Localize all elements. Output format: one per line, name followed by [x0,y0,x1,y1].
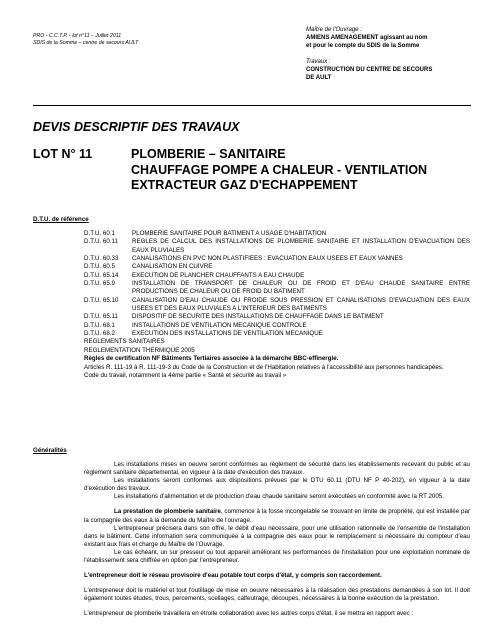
dtu-item [84,263,470,271]
doc-ref-line2: SDIS de la Somme – centre de secours AULT [33,40,139,46]
document-title: DEVIS DESCRIPTIF DES TRAVAUX [33,120,240,134]
works-line1: CONSTRUCTION DU CENTRE DE SECOURS [306,67,433,73]
dtu-code: D.T.U. 65.11 [84,313,118,321]
labour-code: Code du travail, notamment la 4ème partie « Santé et sécurité au travail » [84,371,287,379]
project-info [306,26,471,82]
dtu-item [84,238,470,255]
dtu-list [84,230,470,380]
plumbing-lead: La prestation de plomberie sanitaire [114,508,221,516]
plumbing-rest: , commence à la fosse incongelable se trouvant en limite de propriété, qui est installée par la compagnie des eaux à la demande du Maître de l'ouvrage. [84,508,471,524]
lot-title-line2: CHAUFFAGE POMPE A CHALEUR - VENTILATION [131,162,428,177]
dtu-item [84,330,470,338]
dtu-code: D.T.U. 60.11 [84,238,118,246]
document-reference [33,33,138,47]
general-paragraph: L'entrepreneur doit le matériel et tout l'outillage de mise en oeuvre nécessaires à la réalisation des prestations demandées à son lot. Il doit également toutes études, trous, percements, scellages, calfeutrage, découpes, nécessaires à la bonne exécution de la prestation. [84,587,470,603]
dtu-item [84,297,470,314]
dtu-code: D.T.U. 60.33 [84,255,119,263]
dtu-text: EXECUTION DES INSTALLATIONS DE VENTILATION MECANIQUE [132,330,323,338]
dtu-item [84,230,470,238]
nf-certification-rules: Règles de certification NF Bâtiments Tertiaires associée à la démarche BBC-effinergie. [84,355,339,363]
dtu-code: D.T.U. 60.1 [84,230,115,237]
header-divider [33,105,471,106]
dtu-item [84,272,470,280]
general-paragraph: Les installations mises en oeuvre seront conformes au règlement de sécurité dans les établissements recevant du public et au règlement sanitaire départemental, en vigueur à la date d'exécution des travaux. [84,461,470,477]
dtu-text: EXECUTION DE PLANCHER CHAUFFANTS A EAU CHAUDE [132,271,305,279]
dtu-code: D.T.U. 60.5 [84,263,115,271]
lot-title [131,147,427,194]
general-paragraph: Les installations seront conformes aux dispositions prévues par le DTU 60.11 (DTU NF P 40-202), en vigueur à la date d'exécution des travaux. [84,477,470,493]
dtu-text: DISPOSITIF DE SECURITE DES INSTALLATIONS DE CHAUFFAGE DANS LE BATIMENT [132,313,384,321]
dtu-item [84,322,470,330]
accessibility-articles: Articles R. 111-19 à R. 111-19-3 du Code de la Construction et de l'Habitation relatives à l'accessibilité aux personnes handicapées. [84,363,444,371]
lot-title-line1: PLOMBERIE – SANITAIRE [131,147,286,161]
dtu-code: D.T.U. 68.1 [84,321,115,329]
dtu-item [84,255,470,263]
dtu-text: CANALISATION D'EAU CHAUDE OU FROIDE SOUS PRESSION ET CANALISATIONS D'EVACUATION DES EAUX USEES ET DES EAUX PLUVIALES A L'INTERIEUR DES BATIMENTS [132,296,470,313]
dtu-text: INSTALLATIONS DE VENTILATION MECANIQUE CONTROLE [132,321,307,329]
doc-ref-line1: PRO - C.C.T.P. - lot n°11 – Juillet 2011 [33,33,122,39]
thermal-regulation: REGLEMENTATION THERMIQUE 2005 [84,346,195,354]
dtu-heading: D.T.U. de référence [33,216,89,223]
plumbing-paragraph [84,508,470,524]
dtu-code: D.T.U. 65.9 [84,280,115,288]
dtu-code: D.T.U. 65.10 [84,296,119,304]
owner-line2: et pour le compte du SDIS de la Somme [306,43,420,49]
dtu-text: CANALISATION EN CUIVRE [132,263,213,271]
general-paragraph: Les installations d'alimentation et de production d'eau chaude sanitaire seront exécutées en conformité avec la RT 2005. [114,493,444,501]
works-label: Travaux : [306,59,331,65]
dtu-text: INSTALLATION DE TRANSPORT DE CHALEUR OU DE FROID ET D'EAU CHAUDE SANITAIRE ENTRE PRODUCTIONS DE CHALEUR OU DE FROID DU BATIMENT [132,280,470,296]
works-line2: DE AULT [306,75,332,81]
dtu-item [84,280,470,297]
sanitary-regulations: REGLEMENTS SANITAIRES [84,338,165,346]
lot-number: LOT N° 11 [33,147,93,161]
general-paragraph: L'entrepreneur précisera dans son offre, le débit d'eau nécessaire, pour une utilisation rationnelle de l'ensemble de l'installation dans le bâtiment. Cette information sera communiquée à la compagnie des eaux pour le remplacement si nécessaire du compteur d'eau existant aux frais et charge du Maître de l'Ouvrage. [84,524,470,548]
dtu-code: D.T.U. 65.14 [84,271,119,279]
dtu-text: CANALISATIONS EN PVC NON PLASTIFIEES : EVACUATION EAUX USEES ET EAUX VANNES [132,255,403,263]
general-body [84,461,470,619]
owner-label: Maître de l'Ouvrage : [306,27,362,33]
general-paragraph: L'entrepreneur de plomberie travaillera en étroite collaboration avec les autres corps d'état, il se mettra en rapport avec : [84,610,414,618]
general-heading: Généralités [33,447,67,454]
general-paragraph: Le cas échéant, un sur presseur ou tout appareil améliorant les performances de l'installation pour une exploitation nominale de l'établissement sera chiffrée en option par l'entrepreneur. [84,548,470,565]
dtu-item [84,313,470,321]
provisional-network-paragraph: L'entrepreneur doit le réseau provisoire d'eau potable tout corps d'état, y compris son raccordement. [84,572,382,580]
dtu-code: D.T.U. 68.2 [84,330,115,338]
dtu-text: REGLES DE CALCUL DES INSTALLATIONS DE PLOMBERIE SANITAIRE ET INSTALLATION D'EVACUATION DES EAUX PLUVIALES [132,238,470,254]
dtu-text: PLOMBERIE SANITAIRE POUR BATIMENT A USAGE D'HABITATION [132,230,327,237]
lot-title-line3: EXTRACTEUR GAZ D'ECHAPPEMENT [131,178,358,192]
owner-line1: AMIENS AMENAGEMENT agissant au nom [306,35,428,41]
